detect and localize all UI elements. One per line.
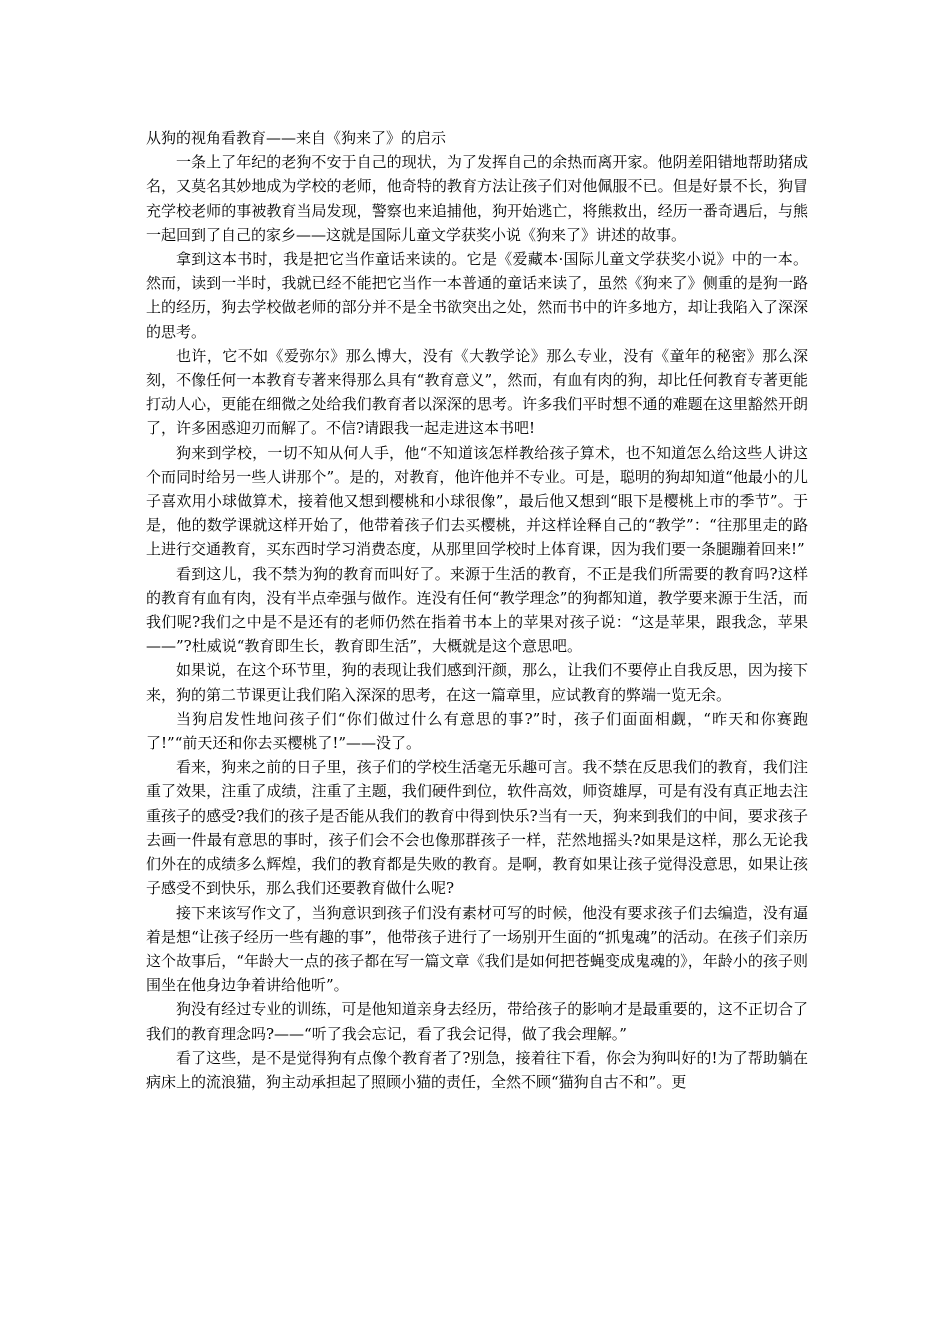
- paragraph: 如果说，在这个环节里，狗的表现让我们感到汗颜，那么，让我们不要停止自我反思，因为接下来，狗的第二节课更让我们陷入深深的思考，在这一篇章里，应试教育的弊端一览无余。: [146, 661, 808, 704]
- paragraph: 一条上了年纪的老狗不安于自己的现状，为了发挥自己的余热而离开家。他阴差阳错地帮助猪成名，又莫名其妙地成为学校的老师，他奇特的教育方法让孩子们对他佩服不已。但是好景不长，狗冒充学校老师的事被教育当局发现，警察也来追捕他，狗开始逃亡，将熊救出，经历一番奇遇后，与熊一起回到了自己的家乡——这就是国际儿童文学获奖小说《狗来了》讲述的故事。: [146, 153, 808, 244]
- paragraph: 看了这些，是不是觉得狗有点像个教育者了?别急，接着往下看，你会为狗叫好的!为了帮助躺在病床上的流浪猫，狗主动承担起了照顾小猫的责任，全然不顾“猫狗自古不和”。更: [146, 1048, 808, 1091]
- document-body: [146, 126, 808, 1094]
- paragraph: 狗没有经过专业的训练，可是他知道亲身去经历，带给孩子的影响才是最重要的，这不正切合了我们的教育理念吗?——“听了我会忘记，看了我会记得，做了我会理解。”: [146, 1000, 808, 1043]
- document-title: 从狗的视角看教育——来自《狗来了》的启示: [146, 129, 447, 147]
- paragraph: 狗来到学校，一切不知从何人手，他“不知道该怎样教给孩子算术，也不知道怎么给这些人讲这个而同时给另一些人讲那个”。是的，对教育，他许他并不专业。可是，聪明的狗却知道“他最小的儿子喜欢用小球做算术，接着他又想到樱桃和小球很像”，最后他又想到“眼下是樱桃上市的季节”。于是，他的数学课就这样开始了，他带着孩子们去买樱桃，并这样诠释自己的“教学”：“往那里走的路上进行交通教育，买东西时学习消费态度，从那里回学校时上体育课，因为我们要一条腿蹦着回来!”: [146, 443, 808, 559]
- paragraph: 接下来该写作文了，当狗意识到孩子们没有素材可写的时候，他没有要求孩子们去编造，没有逼着是想“让孩子经历一些有趣的事”，他带孩子进行了一场别开生面的“抓鬼魂”的活动。在孩子们亲历这个故事后，“年龄大一点的孩子都在写一篇文章《我们是如何把苍蝇变成鬼魂的》，年龄小的孩子则围坐在他身边争着讲给他听”。: [146, 903, 808, 995]
- paragraph: 看到这儿，我不禁为狗的教育而叫好了。来源于生活的教育，不正是我们所需要的教育吗?这样的教育有血有肉，没有半点牵强与做作。连没有任何“教学理念”的狗都知道，教学要来源于生活，而我们呢?我们之中是不是还有的老师仍然在指着书本上的苹果对孩子说：“这是苹果，跟我念，苹果——”?杜威说“教育即生长，教育即生活”，大概就是这个意思吧。: [146, 564, 808, 656]
- paragraph: 也许，它不如《爱弥尔》那么博大，没有《大教学论》那么专业，没有《童年的秘密》那么深刻，不像任何一本教育专著来得那么具有“教育意义”，然而，有血有肉的狗，却比任何教育专著更能打动人心，更能在细微之处给我们教育者以深深的思考。许多我们平时想不通的难题在这里豁然开朗了，许多困惑迎刃而解了。不信?请跟我一起走进这本书吧!: [146, 346, 808, 438]
- paragraph: 拿到这本书时，我是把它当作童话来读的。它是《爱藏本·国际儿童文学获奖小说》中的一本。然而，读到一半时，我就已经不能把它当作一本普通的童话来读了，虽然《狗来了》侧重的是狗一路上的经历，狗去学校做老师的部分并不是全书欲突出之处，然而书中的许多地方，却让我陷入了深深的思考。: [146, 250, 808, 341]
- paragraph: 看来，狗来之前的日子里，孩子们的学校生活毫无乐趣可言。我不禁在反思我们的教育，我们注重了效果，注重了成绩，注重了主题，我们硬件到位，软件高效，师资雄厚，可是有没有真正地去注重孩子的感受?我们的孩子是否能从我们的教育中得到快乐?当有一天，狗来到我们的中间，要求孩子去画一件最有意思的事时，孩子们会不会也像那群孩子一样，茫然地摇头?如果是这样，那么无论我们外在的成绩多么辉煌，我们的教育都是失败的教育。是啊，教育如果让孩子觉得没意思，如果让孩子感受不到快乐，那么我们还要教育做什么呢?: [146, 758, 808, 898]
- paragraph: 当狗启发性地问孩子们“你们做过什么有意思的事?”时，孩子们面面相觑，“昨天和你赛跑了!”“前天还和你去买樱桃了!”——没了。: [146, 709, 808, 753]
